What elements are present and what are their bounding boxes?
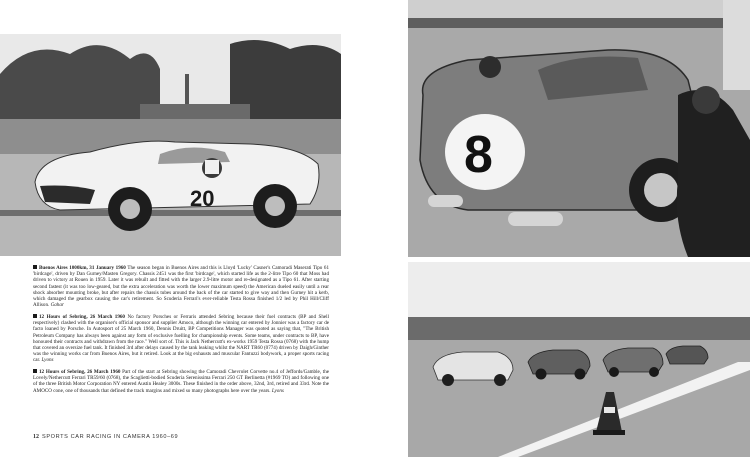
caption-body: The season began in Buenos Aires and this is Lloyd 'Lucky' Casner's Camoradi Maserati Tipo 61 'birdcage', driven by Dan Gurney/Masten Gregory. Chassis 2451 was the first 'birdcage', which started life as the 2-litre Tipo 60 that Moss had driven to victory at Rouen in 1959. Later it was rebuilt and fitted with the larger 2.9-litre motor and re-designated as a Tipo 61. After starting second fastest (it was too low-geared, but the extra acceleration was worth the lower maximum speed) the American dueled easily until a rear shock absorber mounting broke, but after repairs the chassis tubes around the back of the car started to give way and then Gurney hit a kerb, which damaged the gearbox causing the car's retirement. So Scuderia Ferrari's ever-reliable Testa Rossa finished 1/2 led by Phil Hill/Cliff Allison. [33,265,329,309]
caption-body: No factory Porsches or Ferraris attended Sebring because their fuel contracts (BP and Shell respectively) clashed with the organiser's official sponsor and supplier Amoco, although the winning car entered by Jonnier was a factory car de facto loaned by Porsche. In Autosport of 25 March 1960, Dennis Druitt, BP Competitions Manager was quoted as saying that, "The British Petroleum Company has always been against any form of exclusive fuelling for championship events. Some teams, under contracts to BP, have honoured their contracts and withdrawn from the race." Well sort of. This is Jack Nethercutt's ex-works 1959 Testa Rossa (0768) with the hump that covered an oversize fuel tank. It finished 3rd after delays caused by the tank leaking whilst the NART TR60 (0774) driven by Daigh/Ginther was the winning works car from Buenos Aires, but it retired. Look at the big exhausts and muscular Fantuzzi bodywork, a proper sports racing car. [33,313,329,364]
caption-lead: Buenos Aires 1000km, 31 January 1960 [39,265,126,271]
photo-maserati-birdcage [0,34,341,256]
caption-lead: 12 Hours of Sebring, 26 March 1960 [39,369,121,376]
photo-ferrari-testa-rossa-image [408,0,750,257]
page-folio [33,434,178,440]
photo-sebring-start [408,262,750,457]
running-title: SPORTS CAR RACING IN CAMERA 1960–69 [42,434,179,440]
caption-marker-square [33,314,37,318]
caption-credit: Lyons [271,387,284,394]
photo-right-top-car-number: 8 [464,126,493,184]
caption-column [33,265,329,399]
caption-credit: Lyons [41,357,54,364]
caption-lead: 12 Hours of Sebring, 26 March 1960 [39,313,125,320]
caption-marker-square [33,369,37,373]
photo-sebring-start-image [408,262,750,457]
caption-sebring-testa-rossa [33,314,329,364]
photo-left-car-number: 20 [190,186,215,211]
photo-ferrari-testa-rossa-pits [408,0,750,257]
caption-marker-square [33,265,37,269]
caption-credit: Gahar [50,302,64,309]
caption-body: Part of the start at Sebring showing the Camoradi Chevrolet Corvette no.4 of Jeffords/Gamble, the Lovely/Nethercutt Ferrari TR59/60 (0768), the Scaglietti-bodied Scuderia Serenissima Ferrari 250 GT Berlinetta (#1969 TO) and following one of the three British Motor Corporation NY entered Austin Healey 3000s. These finished in the order above, 32nd, 3rd, retired and 33rd. Note the AMOCO cone, one of thousands that defined the track margins and mixed so many photographs here over the years. [33,369,330,394]
caption-sebring-start [33,369,329,394]
page-number: 12 [33,434,39,440]
photo-maserati-birdcage-image [0,34,341,256]
caption-buenos-aires [33,265,329,308]
